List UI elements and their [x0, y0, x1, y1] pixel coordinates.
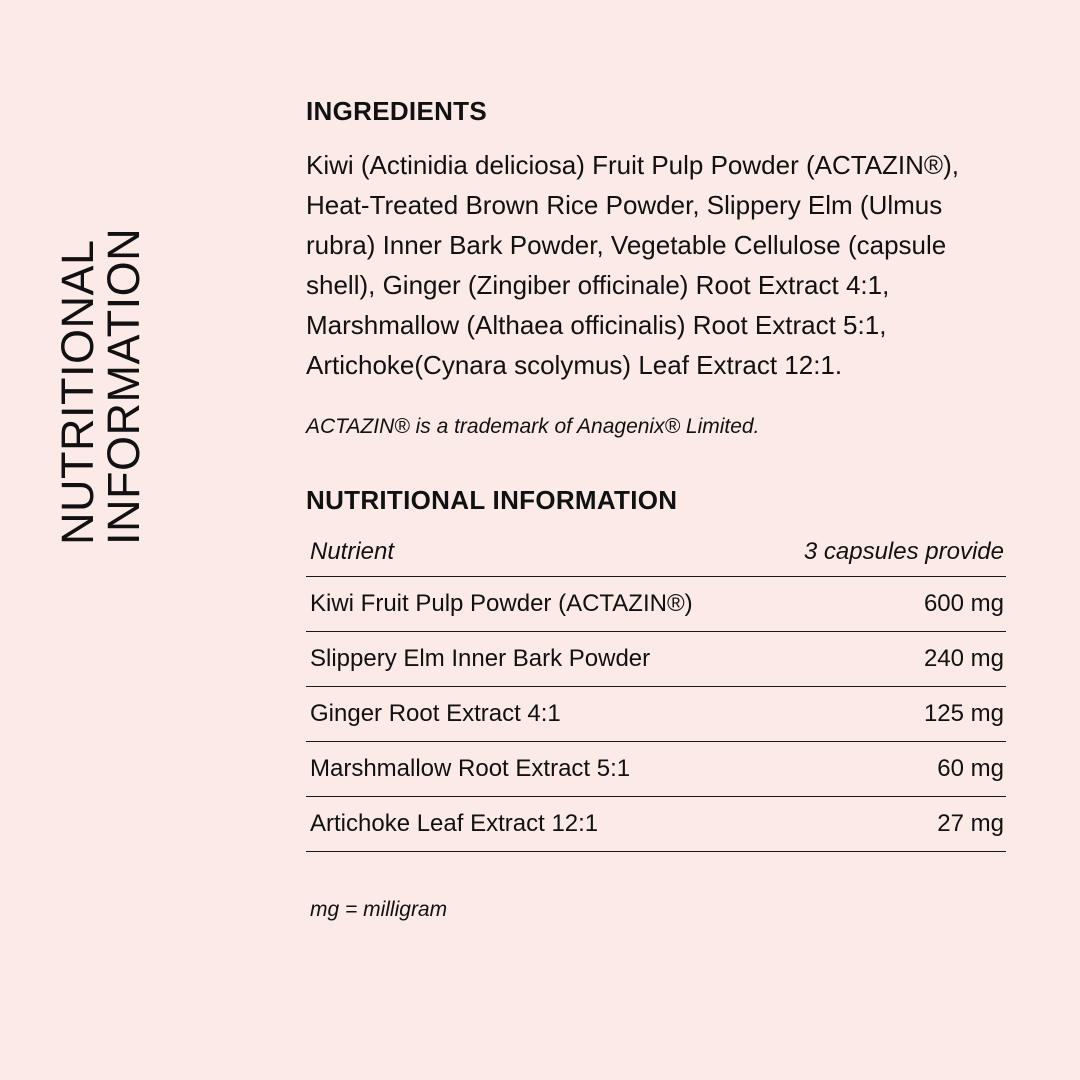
nutrient-amount: 240 mg: [763, 632, 1006, 687]
vertical-title-line-2: INFORMATION: [97, 227, 149, 545]
nutrient-amount: 60 mg: [763, 742, 1006, 797]
nutrient-name: Slippery Elm Inner Bark Powder: [306, 632, 763, 687]
table-row: [306, 632, 1006, 687]
column-header-amount: 3 capsules provide: [803, 538, 1004, 565]
units-footnote: mg = milligram: [310, 898, 448, 921]
nutrient-amount: 27 mg: [763, 797, 1006, 852]
nutrient-name: Marshmallow Root Extract 5:1: [306, 742, 763, 797]
nutrient-name: Ginger Root Extract 4:1: [306, 687, 763, 742]
nutrient-name: Artichoke Leaf Extract 12:1: [306, 797, 763, 852]
nutrition-block: [306, 485, 1010, 922]
nutrient-amount: 600 mg: [763, 577, 1006, 632]
vertical-title-line-1: NUTRITIONAL: [52, 239, 103, 545]
ingredients-heading: INGREDIENTS: [306, 96, 487, 126]
vertical-page-title: [52, 45, 218, 545]
nutrient-name: Kiwi Fruit Pulp Powder (ACTAZIN®): [306, 577, 763, 632]
ingredients-body: Kiwi (Actinidia deliciosa) Fruit Pulp Powder (ACTAZIN®), Heat-Treated Brown Rice Powder, Slippery Elm (Ulmus rubra) Inner Bark Powder, Vegetable Cellulose (capsule shell), Ginger (Zingiber officinale) Root Extract 4:1, Marshmallow (Althaea officinalis) Root Extract 5:1, Artichoke(Cynara scolymus) Leaf Extract 12:1.: [306, 150, 959, 380]
table-row: [306, 577, 1006, 632]
table-row: [306, 742, 1006, 797]
table-header-row: [306, 534, 1006, 577]
table-row: [306, 797, 1006, 852]
nutrition-heading: NUTRITIONAL INFORMATION: [306, 485, 678, 515]
trademark-note: ACTAZIN® is a trademark of Anagenix® Limited.: [306, 415, 760, 438]
nutrition-table: [306, 534, 1006, 852]
content-column: [306, 96, 1010, 922]
nutrient-amount: 125 mg: [763, 687, 1006, 742]
column-header-nutrient: Nutrient: [310, 538, 395, 565]
table-row: [306, 687, 1006, 742]
